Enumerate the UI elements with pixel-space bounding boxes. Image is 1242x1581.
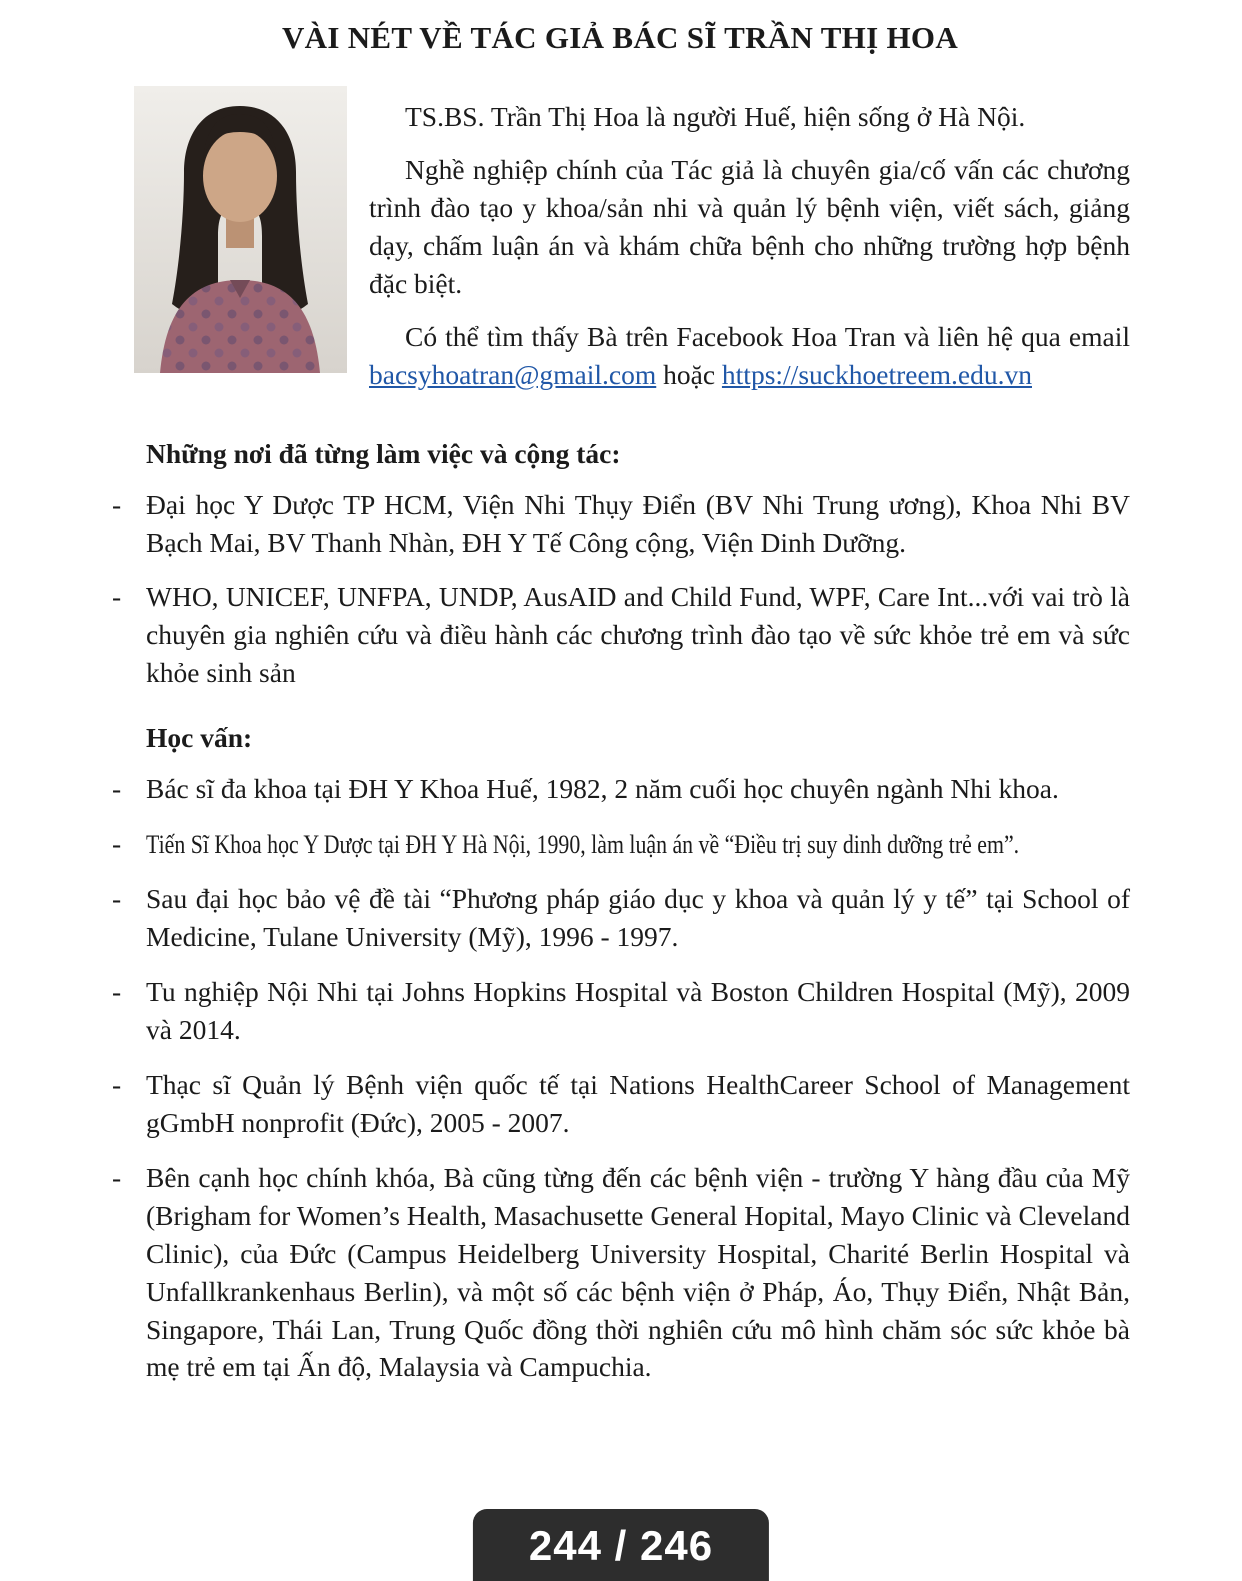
work-item-text: Đại học Y Dược TP HCM, Viện Nhi Thụy Điển (BV Nhi Trung ương), Khoa Nhi BV Bạch Mai, BV Thanh Nhàn, ĐH Y Tế Công cộng, Viện Dinh Dưỡng. bbox=[146, 488, 1130, 558]
website-link[interactable]: https://suckhoetreem.edu.vn bbox=[721, 358, 1032, 390]
contact-text: Có thể tìm thấy Bà trên Facebook Hoa Tran và liên hệ qua email bbox=[405, 320, 1130, 352]
page-title: VÀI NÉT VỀ TÁC GIẢ BÁC SĨ TRẦN THỊ HOA bbox=[281, 20, 959, 55]
education-item-text: Tiến Sĩ Khoa học Y Dược tại ĐH Y Hà Nội, 1990, làm luận án về “Điều trị suy dinh dưỡng trẻ em”. bbox=[146, 830, 1020, 860]
education-item bbox=[110, 1159, 1130, 1387]
education-item-text: Bên cạnh học chính khóa, Bà cũng từng đến các bệnh viện - trường Y hàng đầu của Mỹ (Brigham for Women’s Health, Masachusette General Hopital, Mayo Clinic và Cleveland Clinic), của Đức (Campus Heidelberg University Hospital, Charité Berlin Hospital và Unfallkrankenhaus Berlin), và một số các bệnh viện ở Pháp, Áo, Thụy Điển, Nhật Bản, Singapore, Thái Lan, Trung Quốc đồng thời nghiên cứu mô hình chăm sóc sức khỏe bà mẹ trẻ em tại Ấn độ, Malaysia và Campuchia. bbox=[146, 1161, 1130, 1383]
author-intro-section bbox=[110, 86, 1130, 394]
education-item-text: Sau đại học bảo vệ đề tài “Phương pháp giáo dục y khoa và quản lý y tế” tại School of Medicine, Tulane University (Mỹ), 1996 - 1997. bbox=[146, 883, 1130, 953]
email-link[interactable]: bacsyhoatran@gmail.com bbox=[369, 358, 657, 390]
portrait-photo-illustration bbox=[134, 86, 347, 373]
education-item bbox=[110, 770, 1130, 808]
work-item-text: WHO, UNICEF, UNFPA, UNDP, AusAID and Child Fund, WPF, Care Int...với vai trò là chuyên gia nghiên cứu và điều hành các chương trình đào tạo về sức khỏe trẻ em và sức khỏe sinh sản bbox=[146, 581, 1130, 689]
section-heading-work: Những nơi đã từng làm việc và cộng tác: bbox=[146, 437, 621, 469]
education-list bbox=[110, 770, 1130, 1386]
education-item bbox=[110, 880, 1130, 956]
page-indicator bbox=[473, 1509, 769, 1581]
intro-career-paragraph: Nghề nghiệp chính của Tác giả là chuyên gia/cố vấn các chương trình đào tạo y khoa/sản nhi và quản lý bệnh viện, viết sách, giảng dạy, chấm luận án và khám chữa bệnh cho những trường hợp bệnh đặc biệt. bbox=[369, 153, 1130, 299]
education-item bbox=[110, 825, 1130, 863]
author-photo bbox=[134, 86, 347, 373]
education-item-text: Thạc sĩ Quản lý Bệnh viện quốc tế tại Nations HealthCareer School of Management gGmbH nonprofit (Đức), 2005 - 2007. bbox=[146, 1068, 1130, 1138]
education-item-text: Bác sĩ đa khoa tại ĐH Y Khoa Huế, 1982, 2 năm cuối học chuyên ngành Nhi khoa. bbox=[146, 773, 1059, 805]
intro-text-column bbox=[347, 86, 1130, 394]
education-item bbox=[110, 973, 1130, 1049]
section-heading-education: Học vấn: bbox=[146, 722, 253, 754]
work-list bbox=[110, 486, 1130, 693]
work-item bbox=[110, 486, 1130, 562]
intro-contact-paragraph bbox=[369, 318, 1130, 394]
contact-text-mid: hoặc bbox=[656, 358, 722, 390]
intro-residence-paragraph: TS.BS. Trần Thị Hoa là người Huế, hiện sống ở Hà Nội. bbox=[405, 101, 1026, 132]
education-item-text: Tu nghiệp Nội Nhi tại Johns Hopkins Hospital và Boston Children Hospital (Mỹ), 2009 và 2014. bbox=[146, 976, 1130, 1045]
work-item bbox=[110, 578, 1130, 692]
page-indicator-text: 244 / 246 bbox=[528, 1522, 714, 1569]
education-item bbox=[110, 1066, 1130, 1142]
